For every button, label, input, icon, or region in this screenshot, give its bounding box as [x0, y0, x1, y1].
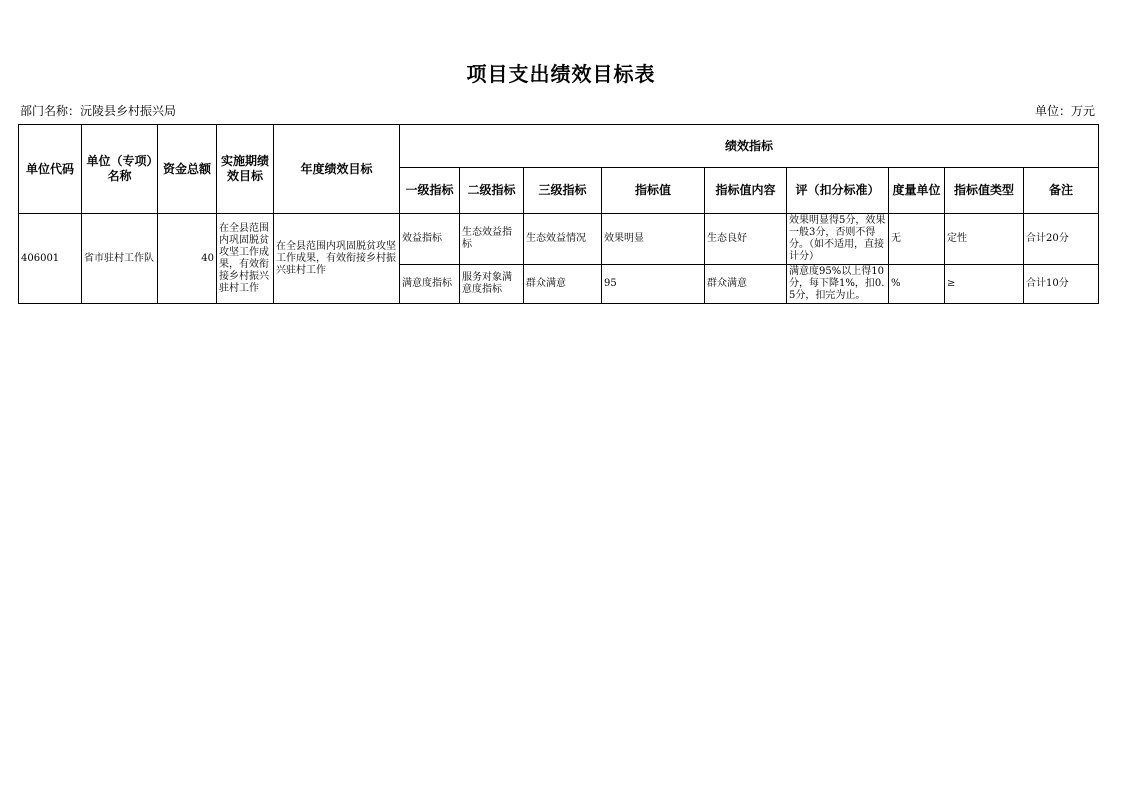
performance-target-table [18, 124, 1099, 304]
page-title: 项目支出绩效目标表 [466, 62, 656, 86]
cell-value-content: 群众满意 [705, 265, 787, 304]
cell-level3: 生态效益情况 [524, 214, 602, 265]
cell-annual-goal: 在全县范围内巩固脱贫攻坚工作成果，有效衔接乡村振兴驻村工作 [274, 214, 400, 304]
header-level1: 一级指标 [400, 168, 460, 214]
header-annual-goal: 年度绩效目标 [274, 125, 400, 214]
header-unit-code: 单位代码 [19, 125, 82, 214]
header-level3: 三级指标 [524, 168, 602, 214]
header-row-1 [19, 125, 1099, 168]
header-scoring: 评（扣分标准） [787, 168, 889, 214]
cell-value: 效果明显 [602, 214, 705, 265]
cell-measure-unit: 无 [889, 214, 945, 265]
header-value: 指标值 [602, 168, 705, 214]
cell-level3: 群众满意 [524, 265, 602, 304]
header-performance-indicators: 绩效指标 [400, 125, 1099, 168]
cell-level2: 服务对象满意度指标 [460, 265, 524, 304]
cell-scoring: 效果明显得5分，效果一般3分，否则不得分。（如不适用，直接计分） [787, 214, 889, 265]
department-label: 部门名称：沅陵县乡村振兴局 [20, 104, 177, 118]
header-value-content: 指标值内容 [705, 168, 787, 214]
cell-level2: 生态效益指标 [460, 214, 524, 265]
header-unit-name: 单位（专项）名称 [82, 125, 158, 214]
header-remarks: 备注 [1024, 168, 1099, 214]
header-level2: 二级指标 [460, 168, 524, 214]
header-period-goal: 实施期绩效目标 [217, 125, 274, 214]
cell-level1: 效益指标 [400, 214, 460, 265]
cell-total-funds: 40 [158, 214, 217, 304]
cell-period-goal: 在全县范围内巩固脱贫攻坚工作成果，有效衔接乡村振兴驻村工作 [217, 214, 274, 304]
currency-unit-label: 单位：万元 [1034, 104, 1095, 118]
header-value-type: 指标值类型 [945, 168, 1024, 214]
cell-value-type: ≥ [945, 265, 1024, 304]
cell-value-content: 生态良好 [705, 214, 787, 265]
header-measure-unit: 度量单位 [889, 168, 945, 214]
cell-level1: 满意度指标 [400, 265, 460, 304]
cell-measure-unit: % [889, 265, 945, 304]
cell-value: 95 [602, 265, 705, 304]
cell-unit-name: 省市驻村工作队 [82, 214, 158, 304]
header-total-funds: 资金总额 [158, 125, 217, 214]
cell-unit-code: 406001 [19, 214, 82, 304]
cell-scoring: 满意度95%以上得10分，每下降1%，扣0.5分，扣完为止。 [787, 265, 889, 304]
cell-value-type: 定性 [945, 214, 1024, 265]
table-row [19, 214, 1099, 265]
cell-remarks: 合计20分 [1024, 214, 1099, 265]
cell-remarks: 合计10分 [1024, 265, 1099, 304]
